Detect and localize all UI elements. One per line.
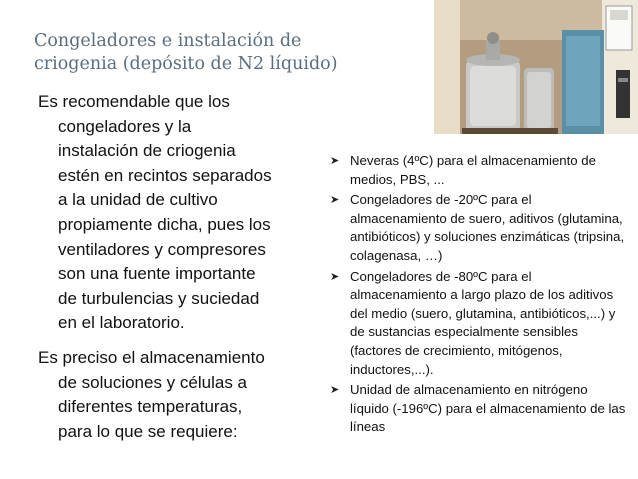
paragraph-line: en el laboratorio. — [58, 313, 185, 333]
slide-title — [34, 30, 414, 76]
list-item — [330, 152, 630, 189]
paragraph-line: ventiladores y compresores — [58, 239, 266, 259]
lab-photo — [434, 0, 638, 134]
paragraph-line: Es preciso el almacenamiento — [38, 347, 265, 367]
list-item-text: Congeladores de -80ºC para el almacenamiento a largo plazo de los aditivos del medio (suero, glutamina, antibióticos,...) y de sustancias especialmente sensibles (factores de crecimiento, mitógenos, inductores,...). — [350, 268, 616, 377]
paragraph-line: propiamente dicha, pues los — [58, 214, 271, 234]
arrow-bullet-icon: ➤ — [330, 194, 340, 207]
left-column — [38, 90, 318, 454]
paragraph-recommendation — [38, 90, 318, 336]
list-item — [330, 268, 630, 380]
equipment-bullet-list — [330, 152, 630, 439]
paragraph-line: son una fuente importante — [58, 264, 256, 284]
paragraph-storage — [38, 346, 318, 444]
list-item-text: Neveras (4ºC) para el almacenamiento de medios, PBS, ... — [350, 153, 596, 187]
arrow-bullet-icon: ➤ — [330, 155, 340, 167]
paragraph-line: para lo que se requiere: — [58, 421, 238, 441]
title-line-2: criogenia (depósito de N2 líquido) — [34, 54, 338, 74]
paragraph-line: diferentes temperaturas, — [58, 397, 243, 417]
cryogenic-equipment-image — [434, 0, 638, 134]
paragraph-line: instalación de criogenia — [58, 141, 236, 161]
paragraph-line: congeladores y la — [58, 116, 192, 136]
list-item-text: Unidad de almacenamiento en nitrógeno líquido (-196ºC) para el almacenamiento de las líneas — [350, 382, 626, 435]
list-item-text: Congeladores de -20ºC para el almacenamiento de suero, aditivos (glutamina, antibióticos) y soluciones enzimáticas (tripsina, colagenasa, …) — [350, 192, 625, 263]
paragraph-line: a la unidad de cultivo — [58, 190, 218, 210]
title-line-1: Congeladores e instalación de — [34, 31, 302, 51]
list-item — [330, 191, 630, 265]
paragraph-line: Es recomendable que los — [38, 92, 230, 111]
arrow-bullet-icon: ➤ — [330, 384, 340, 397]
paragraph-line: estén en recintos separados — [58, 165, 272, 185]
list-item — [330, 381, 630, 437]
paragraph-line: de turbulencias y suciedad — [58, 288, 260, 308]
arrow-bullet-icon: ➤ — [330, 270, 340, 283]
paragraph-line: de soluciones y células a — [58, 372, 248, 392]
